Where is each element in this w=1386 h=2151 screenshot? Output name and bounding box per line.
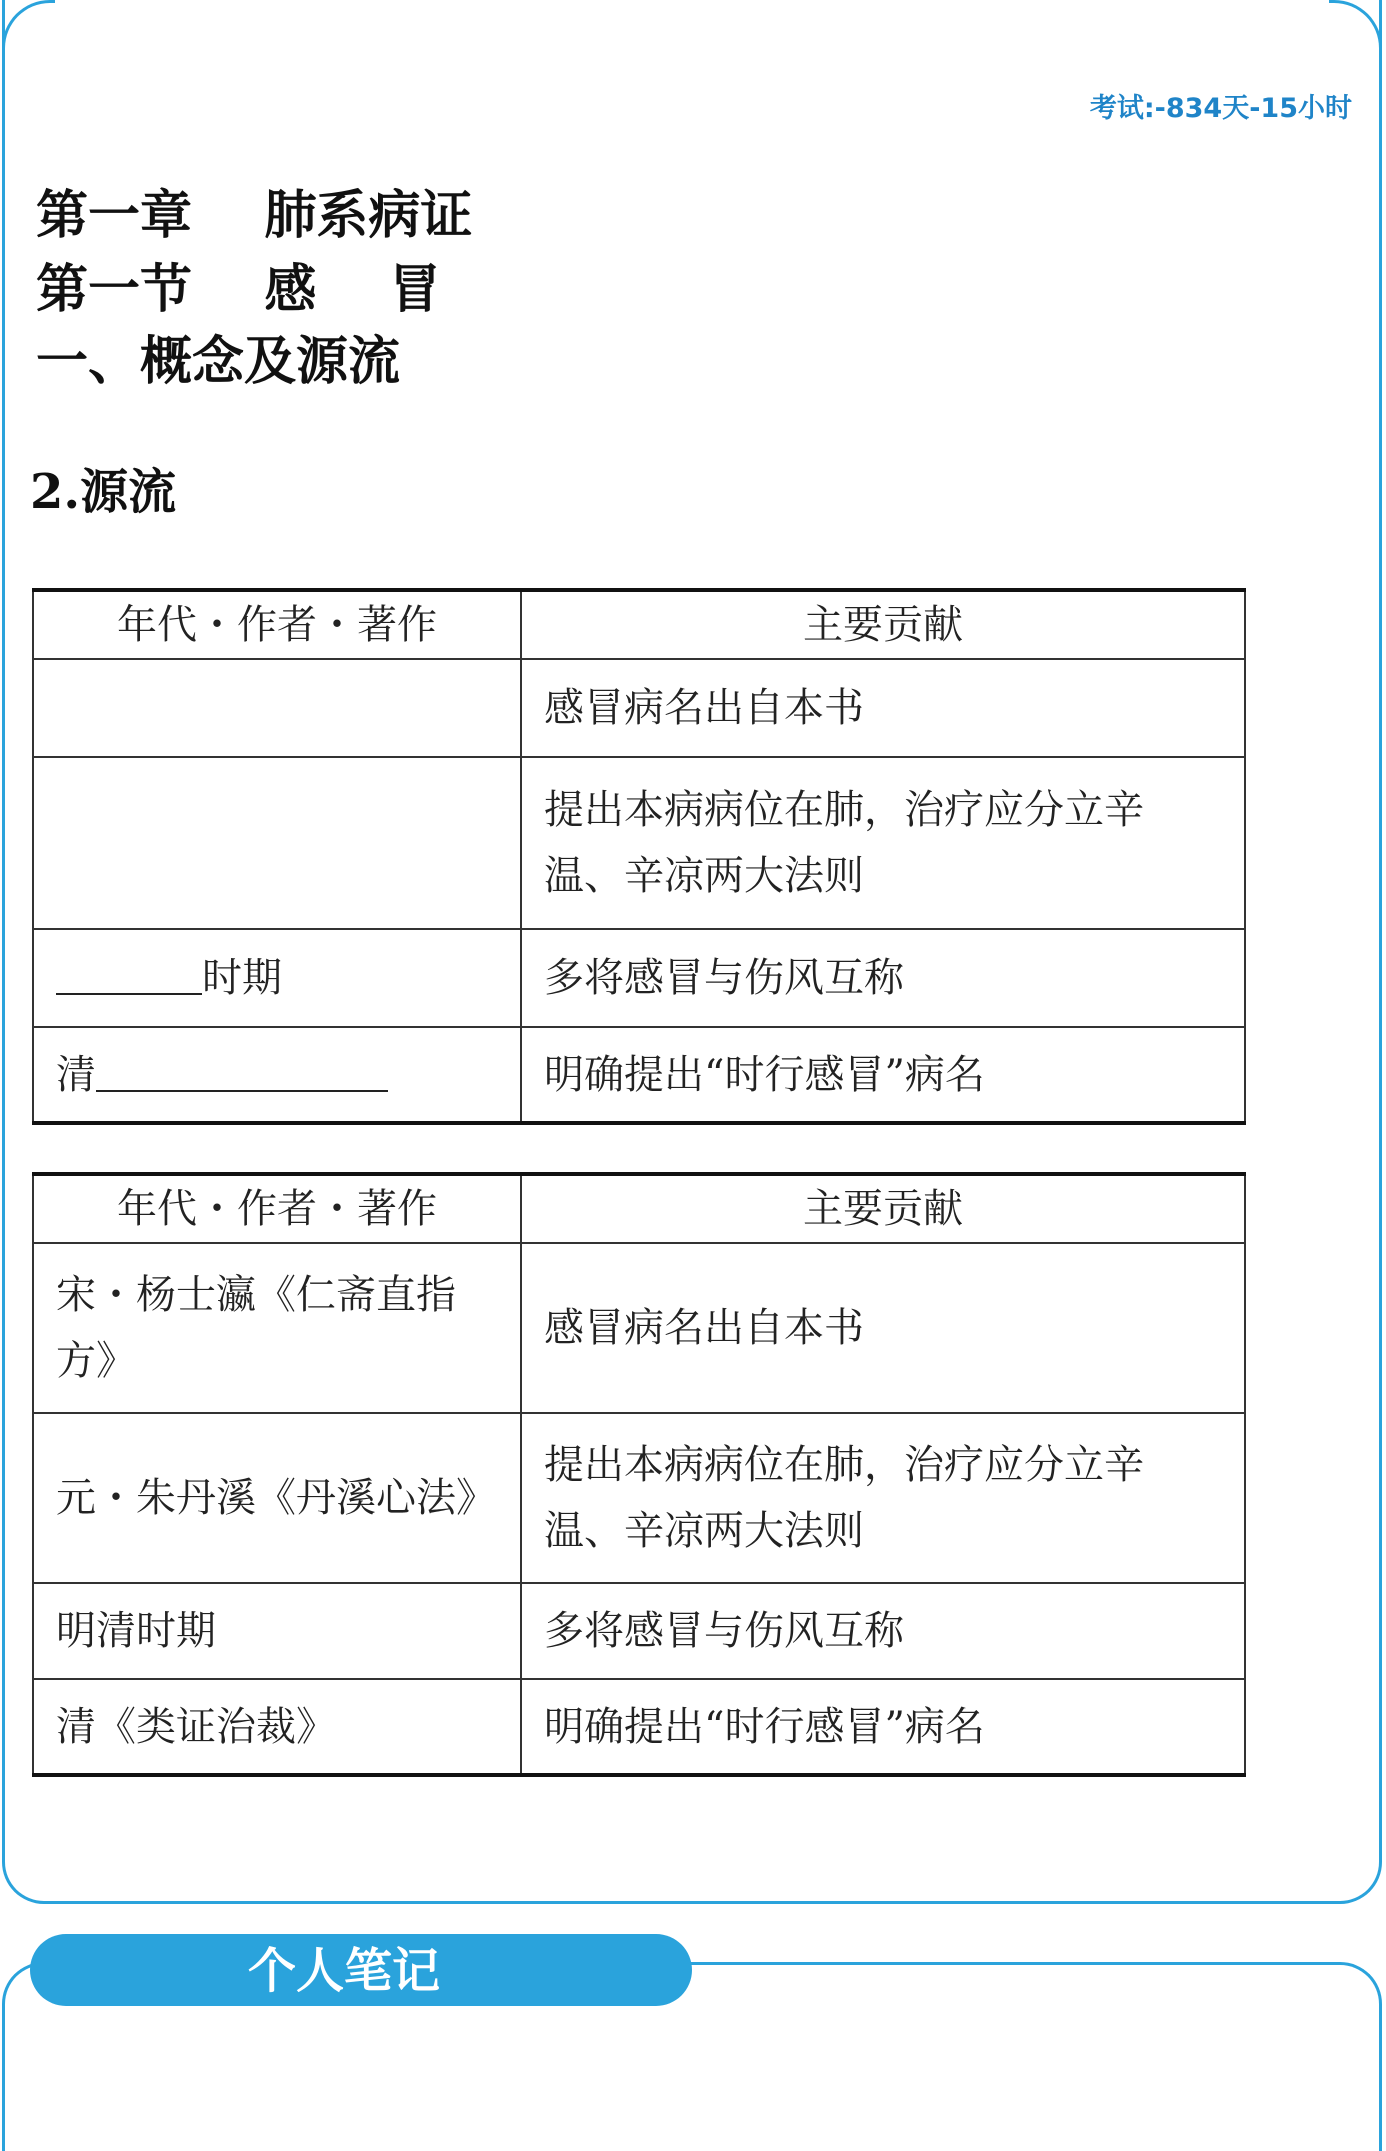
col-header-contribution: 主要贡献 <box>521 1174 1245 1243</box>
col-header-era: 年代・作者・著作 <box>33 1174 521 1243</box>
era-cell-blank[interactable] <box>33 757 521 929</box>
table-row <box>33 1679 1245 1775</box>
exam-countdown: 考试:-834天-15小时 <box>1089 93 1352 124</box>
contribution-cell: 提出本病病位在肺，治疗应分立辛温、辛凉两大法则 <box>521 1413 1245 1583</box>
table-row <box>33 1583 1245 1679</box>
era-suffix: 时期 <box>202 955 282 1001</box>
chapter-heading: 第一章 肺系病证 <box>36 185 473 246</box>
source-table-answer <box>32 1172 1246 1777</box>
contribution-cell: 明确提出“时行感冒”病名 <box>521 1679 1245 1775</box>
era-cell-blank[interactable] <box>33 659 521 757</box>
table-header-row <box>33 1174 1245 1243</box>
contribution-cell: 感冒病名出自本书 <box>521 1243 1245 1413</box>
era-prefix: 清 <box>56 1051 96 1098</box>
fill-blank[interactable] <box>56 955 202 995</box>
table-header-row <box>33 590 1245 659</box>
contribution-cell: 多将感冒与伤风互称 <box>521 929 1245 1027</box>
era-cell <box>33 929 521 1027</box>
contribution-cell: 提出本病病位在肺，治疗应分立辛温、辛凉两大法则 <box>521 757 1245 929</box>
contribution-cell: 多将感冒与伤风互称 <box>521 1583 1245 1679</box>
source-table-blank <box>32 588 1246 1125</box>
table-row <box>33 659 1245 757</box>
era-cell <box>33 1027 521 1123</box>
era-cell: 宋・杨士瀛《仁斋直指方》 <box>33 1243 521 1413</box>
contribution-cell: 明确提出“时行感冒”病名 <box>521 1027 1245 1123</box>
table-row <box>33 757 1245 929</box>
era-cell: 明清时期 <box>33 1583 521 1679</box>
source-heading: 2.源流 <box>30 464 177 520</box>
table-row <box>33 929 1245 1027</box>
table-row <box>33 1413 1245 1583</box>
era-cell: 元・朱丹溪《丹溪心法》 <box>33 1413 521 1583</box>
notes-title: 个人笔记 <box>248 1943 441 1999</box>
concept-heading: 一、概念及源流 <box>36 331 401 392</box>
table-row <box>33 1027 1245 1123</box>
contribution-cell: 感冒病名出自本书 <box>521 659 1245 757</box>
col-header-contribution: 主要贡献 <box>521 590 1245 659</box>
era-cell: 清《类证治裁》 <box>33 1679 521 1775</box>
table-row <box>33 1243 1245 1413</box>
col-header-era: 年代・作者・著作 <box>33 590 521 659</box>
fill-blank[interactable] <box>96 1052 388 1092</box>
section-heading: 第一节 感 冒 <box>36 259 441 320</box>
